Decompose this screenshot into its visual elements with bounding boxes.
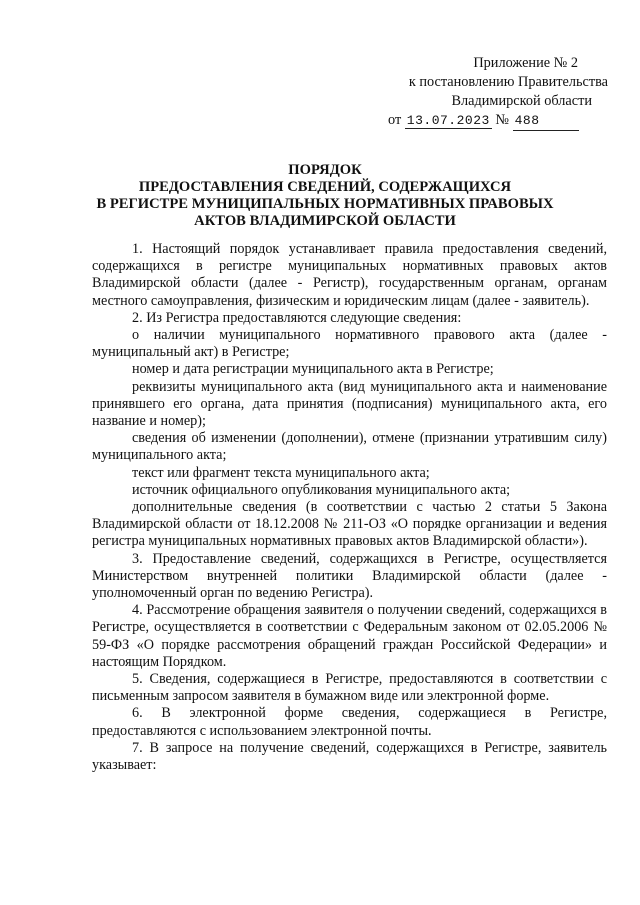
- attachment-date-line: [378, 111, 608, 131]
- list-item: дополнительные сведения (в соответствии с частью 2 статьи 5 Закона Владимирской области от 18.12.2008 № 211-ОЗ «О порядке организации и ведения регистра муниципальных нормативных правовых актов Владимирской области»).: [92, 499, 607, 550]
- attachment-block: [378, 54, 608, 131]
- attachment-resolution: к постановлению Правительства: [408, 74, 608, 90]
- resolution-number: 488: [513, 111, 579, 131]
- title-line-1: ПОРЯДОК: [288, 162, 362, 178]
- paragraph-5: 5. Сведения, содержащиеся в Регистре, предоставляются в соответствии с письменным запросом заявителя в бумажном виде или электронной форме.: [92, 671, 607, 705]
- paragraph-2: 2. Из Регистра предоставляются следующие сведения:: [132, 309, 462, 326]
- attachment-region: Владимирской области: [451, 93, 592, 109]
- list-item: номер и дата регистрации муниципального акта в Регистре;: [132, 361, 494, 378]
- number-prefix: №: [495, 112, 510, 128]
- document-title: [40, 162, 610, 230]
- resolution-date: 13.07.2023: [406, 113, 490, 128]
- paragraph-6: 6. В электронной форме сведения, содержащиеся в Регистре, предоставляются с использованием электронной почты.: [92, 705, 607, 739]
- title-line-3: В РЕГИСТРЕ МУНИЦИПАЛЬНЫХ НОРМАТИВНЫХ ПРАВОВЫХ: [96, 196, 554, 212]
- title-line-2: ПРЕДОСТАВЛЕНИЯ СВЕДЕНИЙ, СОДЕРЖАЩИХСЯ: [138, 179, 512, 195]
- date-prefix: от: [388, 112, 402, 128]
- title-line-4: АКТОВ ВЛАДИМИРСКОЙ ОБЛАСТИ: [194, 213, 456, 229]
- paragraph-3: 3. Предоставление сведений, содержащихся в Регистре, осуществляется Министерством внутренней политики Владимирской области (далее - уполномоченный орган по ведению Регистра).: [92, 550, 607, 602]
- document-body: [92, 241, 607, 774]
- paragraph-4: 4. Рассмотрение обращения заявителя о получении сведений, содержащихся в Регистре, осуществляется в соответствии с Федеральным законом от 02.05.2006 № 59-ФЗ «О порядке рассмотрения обращений граждан Российской Федерации» и настоящим Порядком.: [92, 602, 607, 670]
- list-item: источник официального опубликования муниципального акта;: [132, 481, 511, 498]
- list-item: о наличии муниципального нормативного правового акта (далее - муниципальный акт) в Регистре;: [92, 327, 607, 361]
- list-item: реквизиты муниципального акта (вид муниципального акта и наименование принявшего его органа, дата принятия (подписания) муниципального акта, его название и номер);: [92, 378, 607, 430]
- list-item: сведения об изменении (дополнении), отмене (признании утратившим силу) муниципального акта;: [92, 430, 607, 464]
- attachment-number: Приложение № 2: [473, 55, 578, 71]
- paragraph-1: 1. Настоящий порядок устанавливает правила предоставления сведений, содержащихся в регистре муниципальных нормативных правовых актов Владимирской области (далее - Регистр), государственным органам, органам местного самоуправления, физическим и юридическим лицам (далее - заявитель).: [92, 241, 607, 309]
- list-item: текст или фрагмент текста муниципального акта;: [132, 464, 430, 481]
- paragraph-7: 7. В запросе на получение сведений, содержащихся в Регистре, заявитель указывает:: [92, 739, 607, 774]
